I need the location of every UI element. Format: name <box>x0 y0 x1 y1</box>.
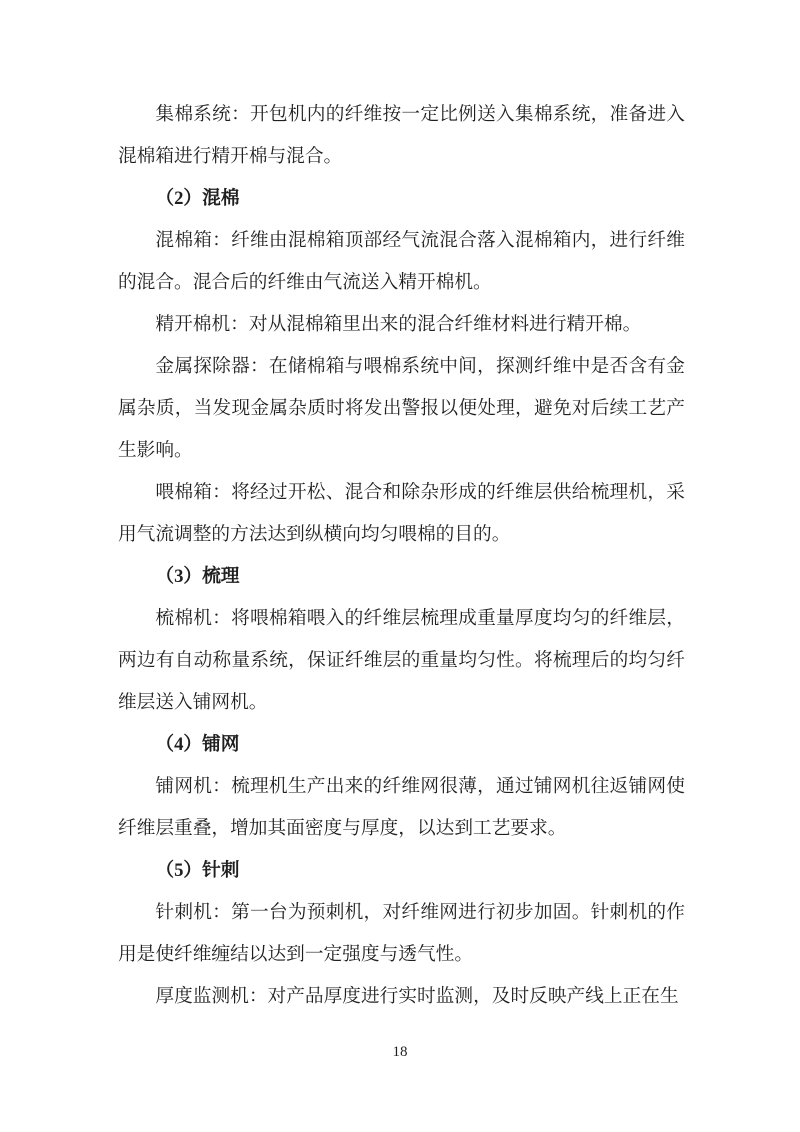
section-heading: （4）铺网 <box>155 734 240 755</box>
page-number: 18 <box>392 1044 408 1060</box>
paragraph: 针刺机：第一台为预刺机，对纤维网进行初步加固。针刺机的作用是使纤维缠结以达到一定强度与透气性。 <box>118 902 685 965</box>
paragraph: 金属探除器：在储棉箱与喂棉系统中间，探测纤维中是否含有金属杂质，当发现金属杂质时将发出警报以便处理，避免对后续工艺产生影响。 <box>118 356 685 461</box>
paragraph: 喂棉箱：将经过开松、混合和除杂形成的纤维层供给梳理机，采用气流调整的方法达到纵横向均匀喂棉的目的。 <box>118 482 685 545</box>
paragraph: 混棉箱：纤维由混棉箱顶部经气流混合落入混棉箱内，进行纤维的混合。混合后的纤维由气流送入精开棉机。 <box>118 230 685 293</box>
paragraph: 铺网机：梳理机生产出来的纤维网很薄，通过铺网机往返铺网使纤维层重叠，增加其面密度与厚度，以达到工艺要求。 <box>118 776 685 839</box>
section-heading: （5）针刺 <box>155 860 240 881</box>
document-body <box>118 94 685 1018</box>
paragraph: 厚度监测机：对产品厚度进行实时监测，及时反映产线上正在生 <box>155 986 679 1007</box>
paragraph: 精开棉机：对从混棉箱里出来的混合纤维材料进行精开棉。 <box>155 314 642 335</box>
paragraph: 梳棉机：将喂棉箱喂入的纤维层梳理成重量厚度均匀的纤维层，两边有自动称量系统，保证纤维层的重量均匀性。将梳理后的均匀纤维层送入铺网机。 <box>118 608 685 713</box>
section-heading: （3）梳理 <box>155 566 240 587</box>
paragraph: 集棉系统：开包机内的纤维按一定比例送入集棉系统，准备进入混棉箱进行精开棉与混合。 <box>118 104 685 167</box>
section-heading: （2）混棉 <box>155 188 240 209</box>
